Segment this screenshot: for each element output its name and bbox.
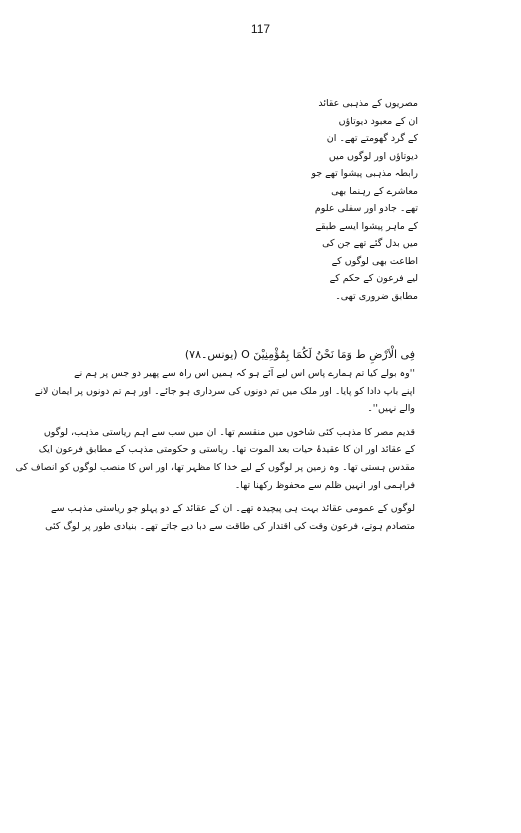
body-text [15,345,415,535]
paragraph-beliefs [45,500,415,535]
side-note-line: کے گرد گھومتے تھے۔ ان [326,133,418,144]
side-note-line: رابطہ مذہبی پیشوا تھے جو [311,168,418,179]
paragraph-line: فراہمی اور انہیں ظلم سے محفوظ رکھنا تھا۔ [234,479,415,491]
paragraph-line: قدیم مصر کا مذہب کئی شاخوں میں منقسم تھا۔ ان میں سب سے اہم ریاستی مذہب، لوگوں [43,426,415,438]
paragraph-line: کے عقائد اور ان کا عقیدۂ حیات بعد الموت تھا۔ ریاستی و حکومتی مذہب کے مطابق فرعون ایک [38,444,415,456]
side-note [311,95,418,305]
side-note-line: میں بدل گئے تھے جن کی [322,238,418,249]
side-note-line: معاشرے کے رہنما بھی [331,185,418,197]
paragraph-translation [34,365,415,418]
paragraph-line: والے نہیں''۔ [367,403,415,415]
paragraph-line: لوگوں کے عمومی عقائد بہت ہی پیچیدہ تھے۔ ان کے عقائد کے دو پہلو جو ریاستی مذہب سے [51,503,415,515]
paragraph-line: ''وہ بولے کیا تم ہمارے پاس اس لیے آئے ہو کہ ہمیں اس راہ سے پھیر دو جس پر ہم نے [74,368,415,379]
side-note-line: ان کے معبود دیوتاؤں [338,115,418,127]
side-note-line: مطابق ضروری تھی۔ [335,290,418,302]
side-note-line: تھے۔ جادو اور سفلی علوم [314,203,418,214]
quranic-verse: فِی الْاَرْضِ ط وَمَا نَحْنُ لَكُمَا بِمُؤْمِنِيْنَ O (یونس۔۷۸) [184,348,415,361]
paragraph-religion [15,424,415,494]
side-note-line: مصریوں کے مذہبی عقائد [318,98,418,109]
page-number: 117 [250,22,271,36]
paragraph-line: متصادم ہوتے، فرعون وقت کی اقتدار کی طاقت سے دبا دیے جاتے تھے۔ بنیادی طور پر لوگ کئی [45,520,415,532]
paragraph-line: مقدس ہستی تھا۔ وہ زمین پر لوگوں کے لیے خدا کا مظہر تھا، اور اس کا منصب لوگوں کو انصاف کی [15,461,415,473]
side-note-line: اطاعت بھی لوگوں کے [331,255,418,267]
paragraph-line: اپنے باپ دادا کو پایا۔ اور ملک میں تم دونوں کی سرداری ہو جائے۔ اور ہم تم دونوں پر ایمان لانے [34,385,415,397]
side-note-line: کے ماہر پیشوا ایسے طبقے [315,220,418,232]
side-note-line: لیے فرعون کے حکم کے [329,273,418,284]
side-note-line: دیوتاؤں اور لوگوں میں [328,150,418,162]
